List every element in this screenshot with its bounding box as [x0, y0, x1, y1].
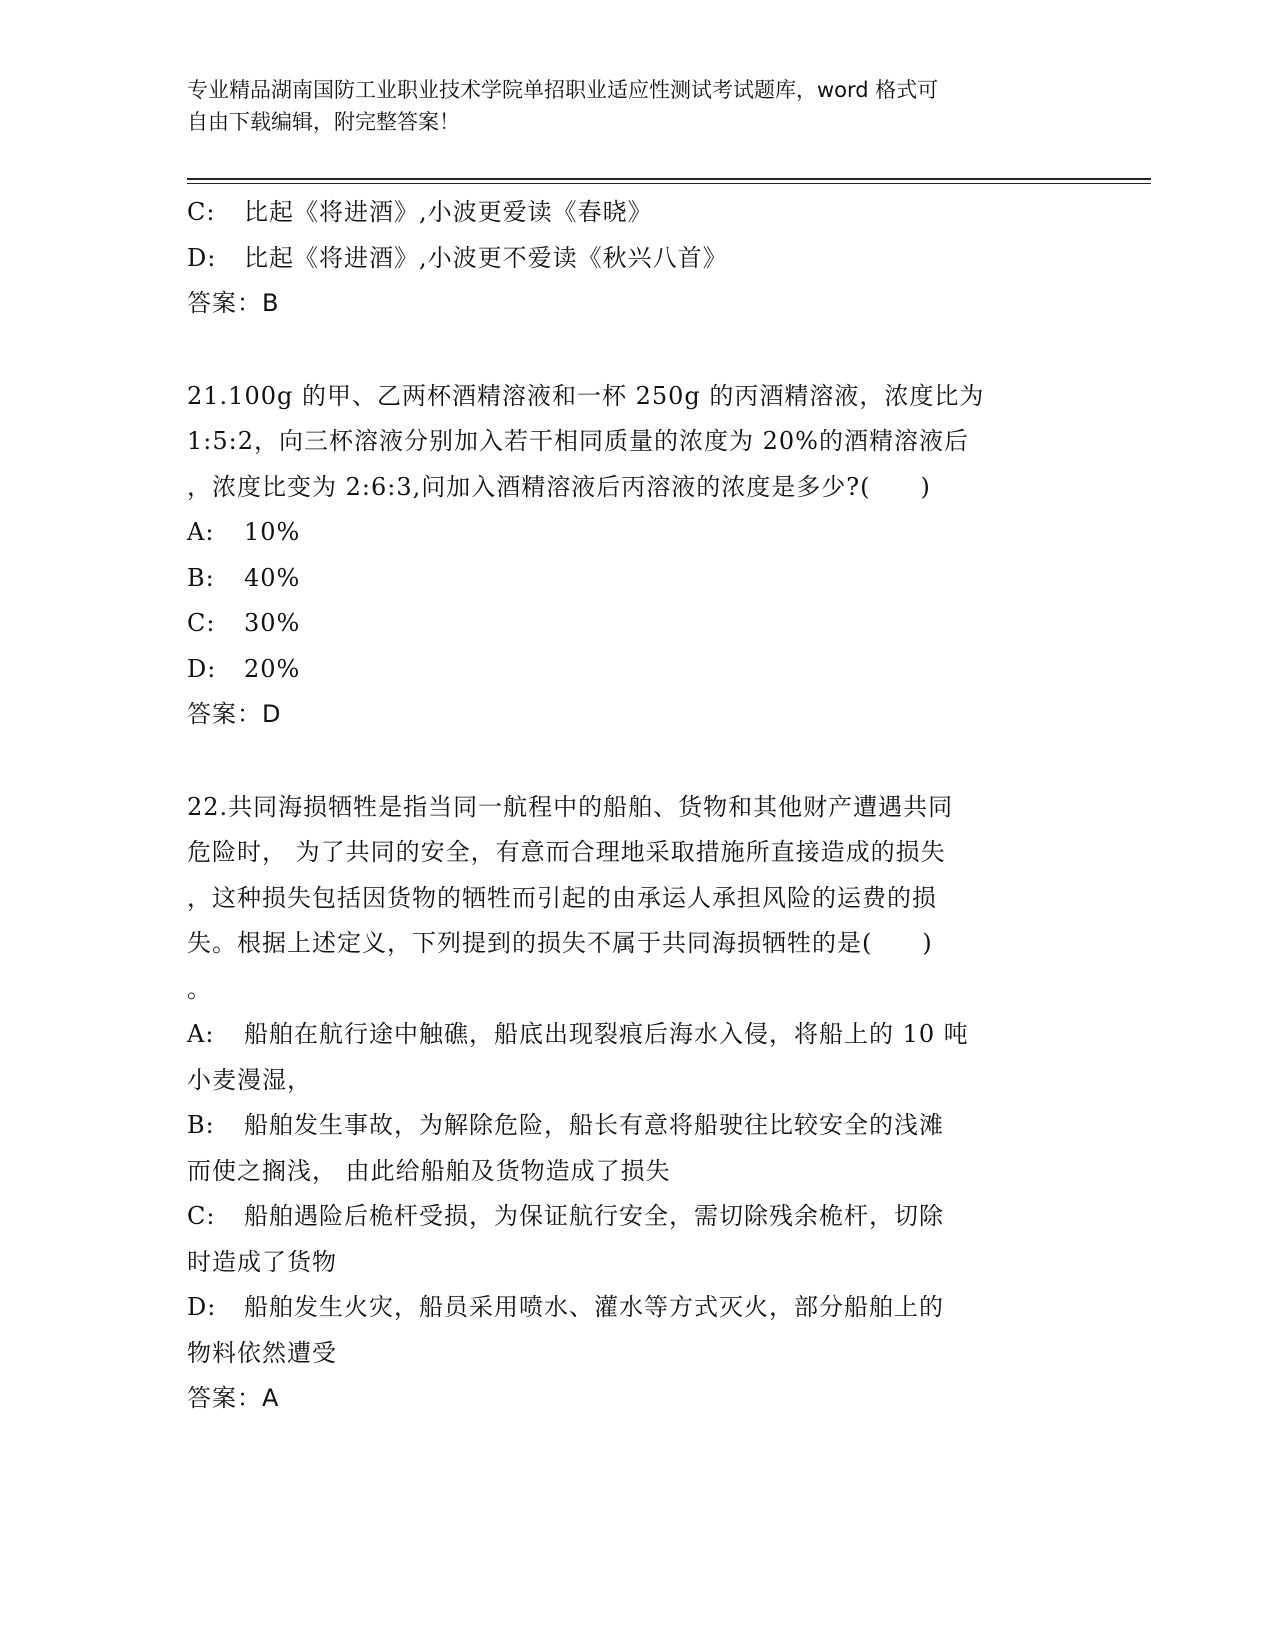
option-text: 比起《将进酒》,小波更爱读《春晓》	[244, 198, 653, 226]
option-text: 40%	[244, 563, 301, 592]
q21-option-d	[187, 647, 1067, 693]
document-header	[187, 74, 1067, 138]
option-text-line-2: 时造成了货物	[187, 1247, 337, 1276]
q21-option-a	[187, 510, 1067, 556]
option-key: D:	[187, 654, 217, 683]
option-key: C:	[187, 1202, 216, 1230]
q21-option-c	[187, 601, 1067, 647]
option-text-line-1: 船舶在航行途中触礁，船底出现裂痕后海水入侵，将船上的 10 吨	[244, 1020, 969, 1048]
option-text: 比起《将进酒》,小波更不爱读《秋兴八首》	[244, 243, 728, 272]
option-text-line-1: 船舶遇险后桅杆受损，为保证航行安全，需切除残余桅杆，切除	[244, 1202, 944, 1230]
q21-answer: 答案：D	[187, 700, 282, 728]
prev-option-c	[187, 190, 1067, 236]
option-text: 10%	[244, 518, 301, 546]
option-key: D:	[187, 1293, 217, 1321]
option-text-line-1: 船舶发生火灾，船员采用喷水、灌水等方式灭火，部分船舶上的	[244, 1293, 944, 1321]
q21-stem-line-1: 21.100g 的甲、乙两杯酒精溶液和一杯 250g 的丙酒精溶液，浓度比为	[187, 381, 985, 410]
q22-option-c	[187, 1194, 1067, 1285]
q22-stem-line-2: 危险时， 为了共同的安全，有意而合理地采取措施所直接造成的损失	[187, 838, 946, 866]
q22-stem-line-3: ，这种损失包括因货物的牺牲而引起的由承运人承担风险的运费的损	[187, 883, 937, 912]
header-line-1: 专业精品湖南国防工业职业技术学院单招职业适应性测试考试题库，word 格式可	[187, 78, 939, 102]
option-key: A:	[187, 1020, 215, 1048]
option-text-line-2: 物料依然遭受	[187, 1338, 337, 1367]
q22-stem-line-1: 22.共同海损牺牲是指当同一航程中的船舶、货物和其他财产遭遇共同	[187, 792, 954, 821]
q22-answer: 答案：A	[187, 1384, 280, 1412]
q21-stem-line-3: ，浓度比变为 2:6:3,问加入酒精溶液后丙溶液的浓度是多少?( )	[187, 472, 931, 501]
prev-answer: 答案：B	[187, 289, 280, 317]
option-key: A:	[187, 518, 215, 546]
option-text-line-2: 而使之搁浅， 由此给船舶及货物造成了损失	[187, 1156, 671, 1185]
header-rule-thin	[187, 183, 1151, 184]
option-text-line-2: 小麦漫湿，	[187, 1065, 312, 1094]
option-key: B:	[187, 563, 215, 592]
prev-option-d	[187, 236, 1067, 282]
option-text: 20%	[244, 654, 301, 683]
q22-option-b	[187, 1103, 1067, 1194]
q22-option-d	[187, 1285, 1067, 1376]
option-key: C:	[187, 609, 216, 637]
q22-stem-line-4: 失。根据上述定义，下列提到的损失不属于共同海损牺牲的是( )	[187, 929, 933, 957]
q21-stem-line-2: 1:5:2，向三杯溶液分别加入若干相同质量的浓度为 20%的酒精溶液后	[187, 427, 969, 455]
q22-stem-line-5: 。	[187, 974, 212, 1003]
option-key: C:	[187, 198, 216, 226]
option-text: 30%	[244, 609, 301, 637]
q22-option-a	[187, 1012, 1067, 1103]
option-key: D:	[187, 243, 217, 272]
header-line-2: 自由下载编辑，附完整答案！	[187, 110, 460, 134]
q21-option-b	[187, 556, 1067, 602]
document-body	[187, 190, 1067, 1422]
option-text-line-1: 船舶发生事故，为解除危险，船长有意将船驶往比较安全的浅滩	[244, 1111, 944, 1139]
header-rule-thick	[187, 178, 1151, 180]
option-key: B:	[187, 1111, 215, 1139]
